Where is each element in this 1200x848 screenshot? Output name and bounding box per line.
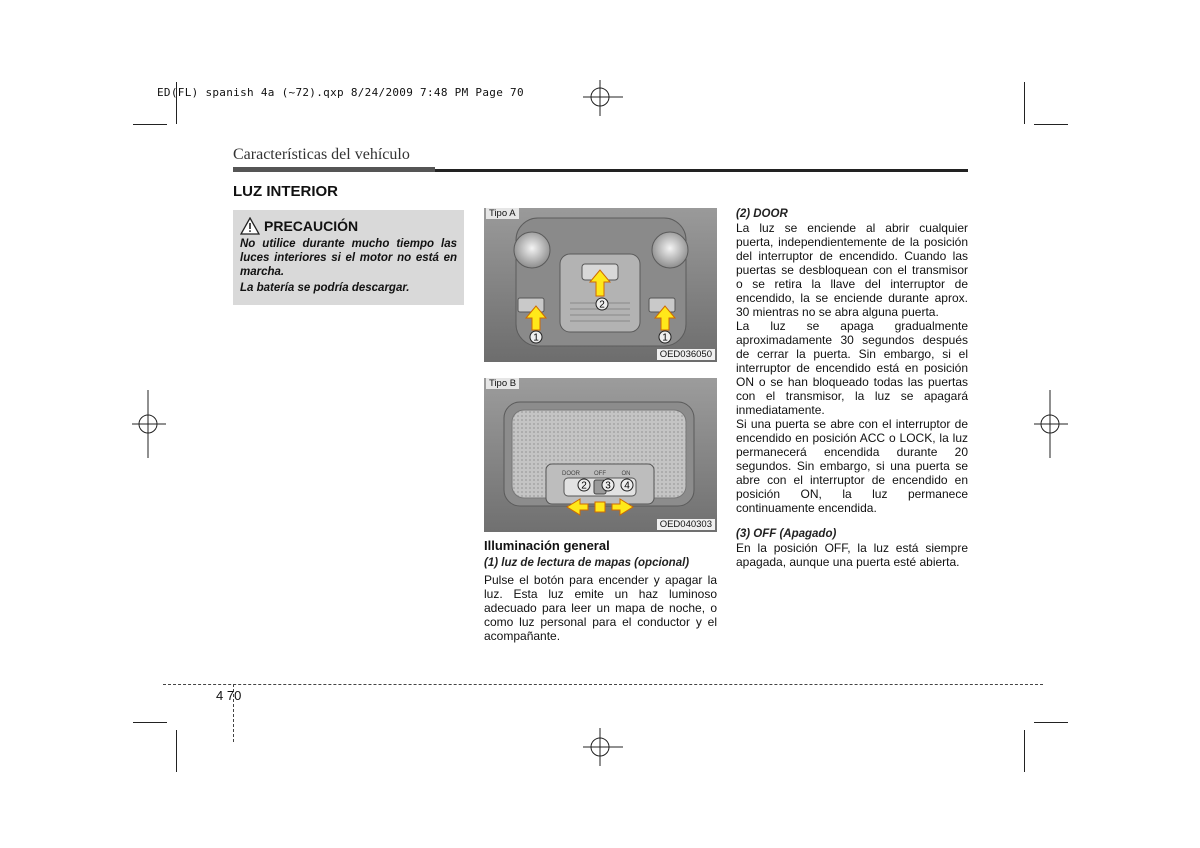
caution-text-1: No utilice durante mucho tiempo las luces interiores si el motor no está en marcha. xyxy=(240,238,457,278)
figure-a-callout-2: 2 xyxy=(599,299,605,311)
figure-a-code: OED036050 xyxy=(657,349,715,360)
figure-b-callout-4: 4 xyxy=(624,480,630,492)
door-paragraph-3: Si una puerta se abre con el interruptor de encendido en posición ACC o LOCK, la luz permanecerá encendida durante 20 segundos. Sin embargo, si una puerta se abre con el interruptor de encendido en posición ON, la luz permanece continuamente encendida. xyxy=(736,417,968,515)
door-paragraph-2: La luz se apaga gradualmente aproximadamente 30 segundos después de cerrar la puerta. Sin embargo, si el interruptor de encendido está en posición ON o se han bloqueado todas las puertas con el transmisor, la luz se apagará inmediatamente. xyxy=(736,319,968,417)
section-heading: LUZ INTERIOR xyxy=(233,183,338,200)
warning-triangle-icon xyxy=(240,217,260,235)
figure-b-callout-2: 2 xyxy=(581,480,587,492)
registration-mark-bottom xyxy=(575,728,625,770)
caution-text-2: La batería se podría descargar. xyxy=(240,282,410,294)
door-paragraph-1: La luz se enciende al abrir cualquier puerta, independientemente de la posición del interruptor de encendido. Cuando las puertas se desbloquean con el transmisor o se retira la llave del interruptor de encendido, la se enciende durante aprox. 30 mientras no se abra alguna puerta. xyxy=(736,221,968,319)
registration-mark-left xyxy=(130,390,170,460)
page-number: 4 70 xyxy=(216,688,242,703)
figure-b-label: Tipo B xyxy=(486,378,519,389)
chapter-title: Características del vehículo xyxy=(233,146,410,163)
illumination-text: Pulse el botón para encender y apagar la luz. Esta luz emite un haz luminoso adecuado para leer un mapa de noche, o como luz personal para el conductor y el acompañante. xyxy=(484,573,717,643)
switch-label-off: OFF xyxy=(594,471,606,477)
figure-b-code: OED040303 xyxy=(657,519,715,530)
figure-a-callout-1-right: 1 xyxy=(662,332,668,344)
print-header: ED(FL) spanish 4a (~72).qxp 8/24/2009 7:48 PM Page 70 xyxy=(157,86,524,99)
figure-type-a xyxy=(484,208,717,362)
figure-type-b xyxy=(484,378,717,532)
right-column xyxy=(736,207,968,569)
illumination-heading: Illuminación general xyxy=(484,538,610,553)
overhead-console-illustration-b xyxy=(484,378,717,532)
registration-mark-right xyxy=(1030,390,1070,460)
caution-box xyxy=(233,210,464,305)
title-rule xyxy=(233,169,968,172)
registration-mark-top xyxy=(575,80,625,120)
switch-label-door: DOOR xyxy=(562,471,580,477)
figure-b-callout-3: 3 xyxy=(605,480,611,492)
illumination-subheading: (1) luz de lectura de mapas (opcional) xyxy=(484,557,690,569)
caution-heading: PRECAUCIÓN xyxy=(264,218,359,234)
footer-rule xyxy=(163,684,1043,685)
overhead-console-illustration-a xyxy=(484,208,717,362)
figure-a-callout-1-left: 1 xyxy=(533,332,539,344)
off-text: En la posición OFF, la luz está siempre apagada, aunque una puerta esté abierta. xyxy=(736,541,968,569)
door-subheading: (2) DOOR xyxy=(736,208,788,220)
off-subheading: (3) OFF (Apagado) xyxy=(736,528,837,540)
figure-a-label: Tipo A xyxy=(486,208,519,219)
switch-label-on: ON xyxy=(621,471,631,477)
